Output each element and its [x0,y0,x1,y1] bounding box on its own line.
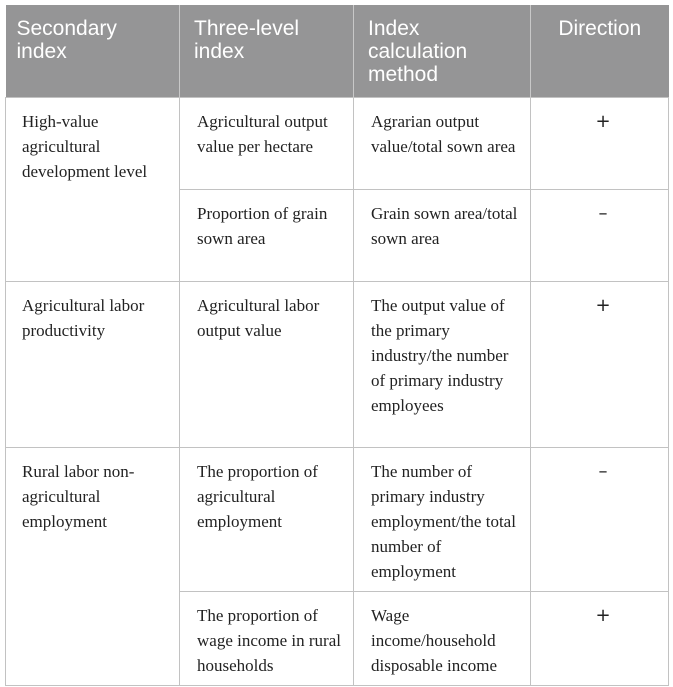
calculation-method-cell: Grain sown area/total sown area [354,190,531,282]
calculation-method-cell: Agrarian output value/total sown area [354,98,531,190]
three-level-index-cell: Agricultural output value per hectare [180,98,354,190]
direction-cell: – [531,190,669,282]
calculation-method-cell: The output value of the primary industry/the number of primary industry employees [354,282,531,448]
secondary-index-cell: Agricultural labor productivity [6,282,180,448]
table-row [6,448,669,592]
secondary-index-cell: High-value agricultural development level [6,98,180,282]
direction-cell: + [531,98,669,190]
header-secondary-index: Secondary index [6,5,180,98]
header-calculation-method: Index calculation method [354,5,531,98]
direction-cell: – [531,448,669,592]
three-level-index-cell: Proportion of grain sown area [180,190,354,282]
header-row [6,5,669,98]
calculation-method-cell: The number of primary industry employment/the total number of employment [354,448,531,592]
calculation-method-cell: Wage income/household disposable income [354,592,531,686]
table-row [6,98,669,190]
table-row [6,282,669,448]
three-level-index-cell: Agricultural labor output value [180,282,354,448]
direction-cell: + [531,592,669,686]
three-level-index-cell: The proportion of wage income in rural households [180,592,354,686]
header-direction: Direction [531,5,669,98]
index-table [5,5,669,686]
header-three-level-index: Three-level index [180,5,354,98]
table-header [6,5,669,98]
secondary-index-cell: Rural labor non-agricultural employment [6,448,180,686]
direction-cell: + [531,282,669,448]
table-body [6,98,669,686]
three-level-index-cell: The proportion of agricultural employment [180,448,354,592]
